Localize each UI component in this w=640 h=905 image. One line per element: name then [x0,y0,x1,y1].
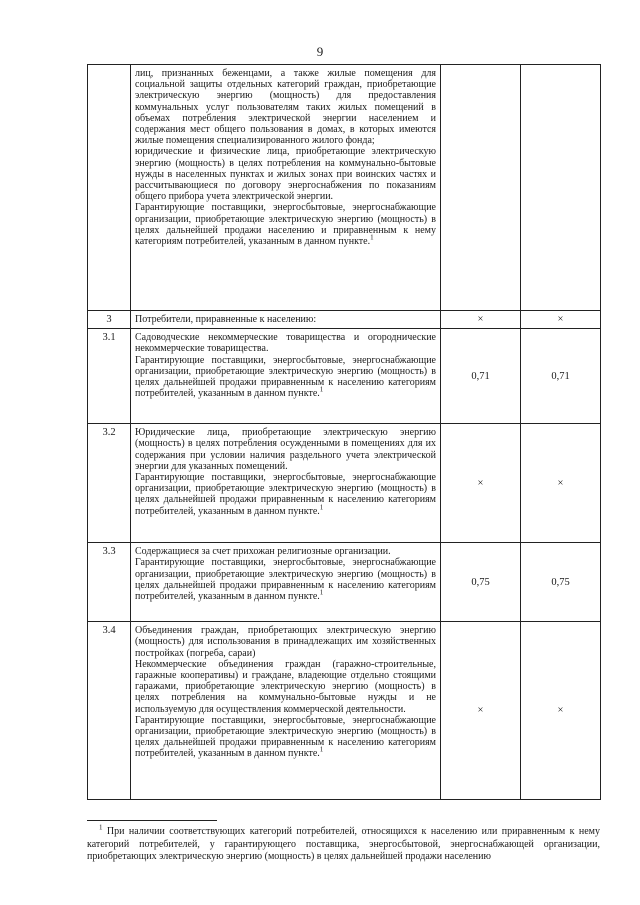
footnote-mark: 1 [319,385,324,394]
footnote-mark: 1 [319,588,324,597]
row-description [131,543,441,622]
footnote-divider [87,820,217,821]
row-description [131,311,441,329]
footnote-mark: 1 [319,503,324,512]
footnote-mark: 1 [370,233,374,242]
row-paragraph: Гарантирующие поставщики, энергосбытовые, энергоснабжающие организации, приобретающие электрическую энергию (мощность) в целях дальнейшей продажи приравненным к населению категориям потребителей, указанным в данном пункте.$^1$ [135,557,436,603]
row-value-2: 0,71 [521,329,601,424]
row-paragraph: Гарантирующие поставщики, энергосбытовые, энергоснабжающие организации, приобретающие электрическую энергию (мощность) в целях дальнейшей продажи приравненным к населению категориям потребителей, указанным в данном пункте.$^1$ [135,714,436,760]
row-value-2: × [521,311,601,329]
row-value-2: 0,75 [521,543,601,622]
row-paragraph: Некоммерческие объединения граждан (гаражно-строительные, гаражные кооперативы) и граждане, владеющие отдельно стоящими гаражами, приобретающие электрическую энергию (мощность) в целях потребления на коммунально-бытовые нужды и не используемую для осуществления коммерческой деятельности. [135,658,436,715]
table-row [88,311,601,329]
row-number: 3.1 [88,329,131,424]
row-paragraph: Объединения граждан, приобретающих электрическую энергию (мощность) для использования в принадлежащих им хозяйственных постройках (погреба, сараи) [135,625,436,659]
row-number: 3.4 [88,622,131,800]
table-row [88,329,601,424]
footnote-text: При наличии соответствующих категорий потребителей, относящихся к населению или приравненным к нему категорий потребителей, у гарантирующего поставщика, энергосбытовой, энергоснабжающей организации, приобретающих электрическую энергию (мощность) в целях дальнейшей продажи населению [87,826,600,862]
row-paragraph: Гарантирующие поставщики, энергосбытовые, энергоснабжающие организации, приобретающие электрическую энергию (мощность) в целях дальнейшей продажи приравненным к населению категориям потребителей, указанным в данном пункте.$^1$ [135,472,436,517]
table-row [88,622,601,800]
row-paragraph: Потребители, приравненные к населению: [135,314,317,325]
row-paragraph: лиц, признанных беженцами, а также жилые помещения для социальной защиты отдельных категорий граждан, приобретающие электрическую энергию (мощность) для предоставления коммунальных услуг пользователям таких жилых помещений в объемах потребления электрической энергии населением и содержания мест общего пользования в домах, в которых имеются жилые помещения специализированного жилого фонда; [135,68,436,147]
row-value-1: × [441,424,521,543]
row-value-2: × [521,424,601,543]
row-number [88,65,131,311]
row-description [131,329,441,424]
row-paragraph: Садоводческие некоммерческие товарищества и огороднические некоммерческие товарищества. [135,332,436,355]
table-row [88,543,601,622]
page-number: 9 [316,44,324,59]
row-paragraph: Гарантирующие поставщики, энергосбытовые, энергоснабжающие организации, приобретающие электрическую энергию (мощность) в целях дальнейшей продажи населению и приравненным к нему категориям потребителей, указанным в данном пункте.$^1$ [135,202,436,248]
table-row [88,65,601,311]
row-number: 3 [88,311,131,329]
tariff-table [87,64,601,800]
row-description [131,65,441,311]
row-value-1: × [441,622,521,800]
table-row [88,424,601,543]
row-value-2 [521,65,601,311]
row-value-1: 0,75 [441,543,521,622]
footnote-mark: 1 [319,746,324,755]
row-paragraph: юридические и физические лица, приобретающие электрическую энергию (мощность) в целях потребления на коммунально-бытовые нужды в населенных пунктах и жилых зонах при воинских частях и рассчитывающиеся по договору энергоснабжения по показаниям общего прибора учета электрической энергии. [135,146,436,203]
row-number: 3.2 [88,424,131,543]
row-number: 3.3 [88,543,131,622]
row-description [131,622,441,800]
row-paragraph: Содержащиеся за счет прихожан религиозные организации. [135,546,391,558]
row-paragraph: Юридические лица, приобретающие электрическую энергию (мощность) в целях потребления осужденными в помещениях для их содержания при условии наличия раздельного учета электрической энергии для указанных помещений. [135,427,436,472]
footnote [87,823,600,864]
row-value-1 [441,65,521,311]
row-description [131,424,441,543]
row-paragraph: Гарантирующие поставщики, энергосбытовые, энергоснабжающие организации, приобретающие электрическую энергию (мощность) в целях дальнейшей продажи приравненным к населению категориям потребителей, указанным в данном пункте.$^1$ [135,354,436,400]
row-value-1: 0,71 [441,329,521,424]
footnote-mark: 1 [99,823,103,832]
row-value-2: × [521,622,601,800]
row-value-1: × [441,311,521,329]
